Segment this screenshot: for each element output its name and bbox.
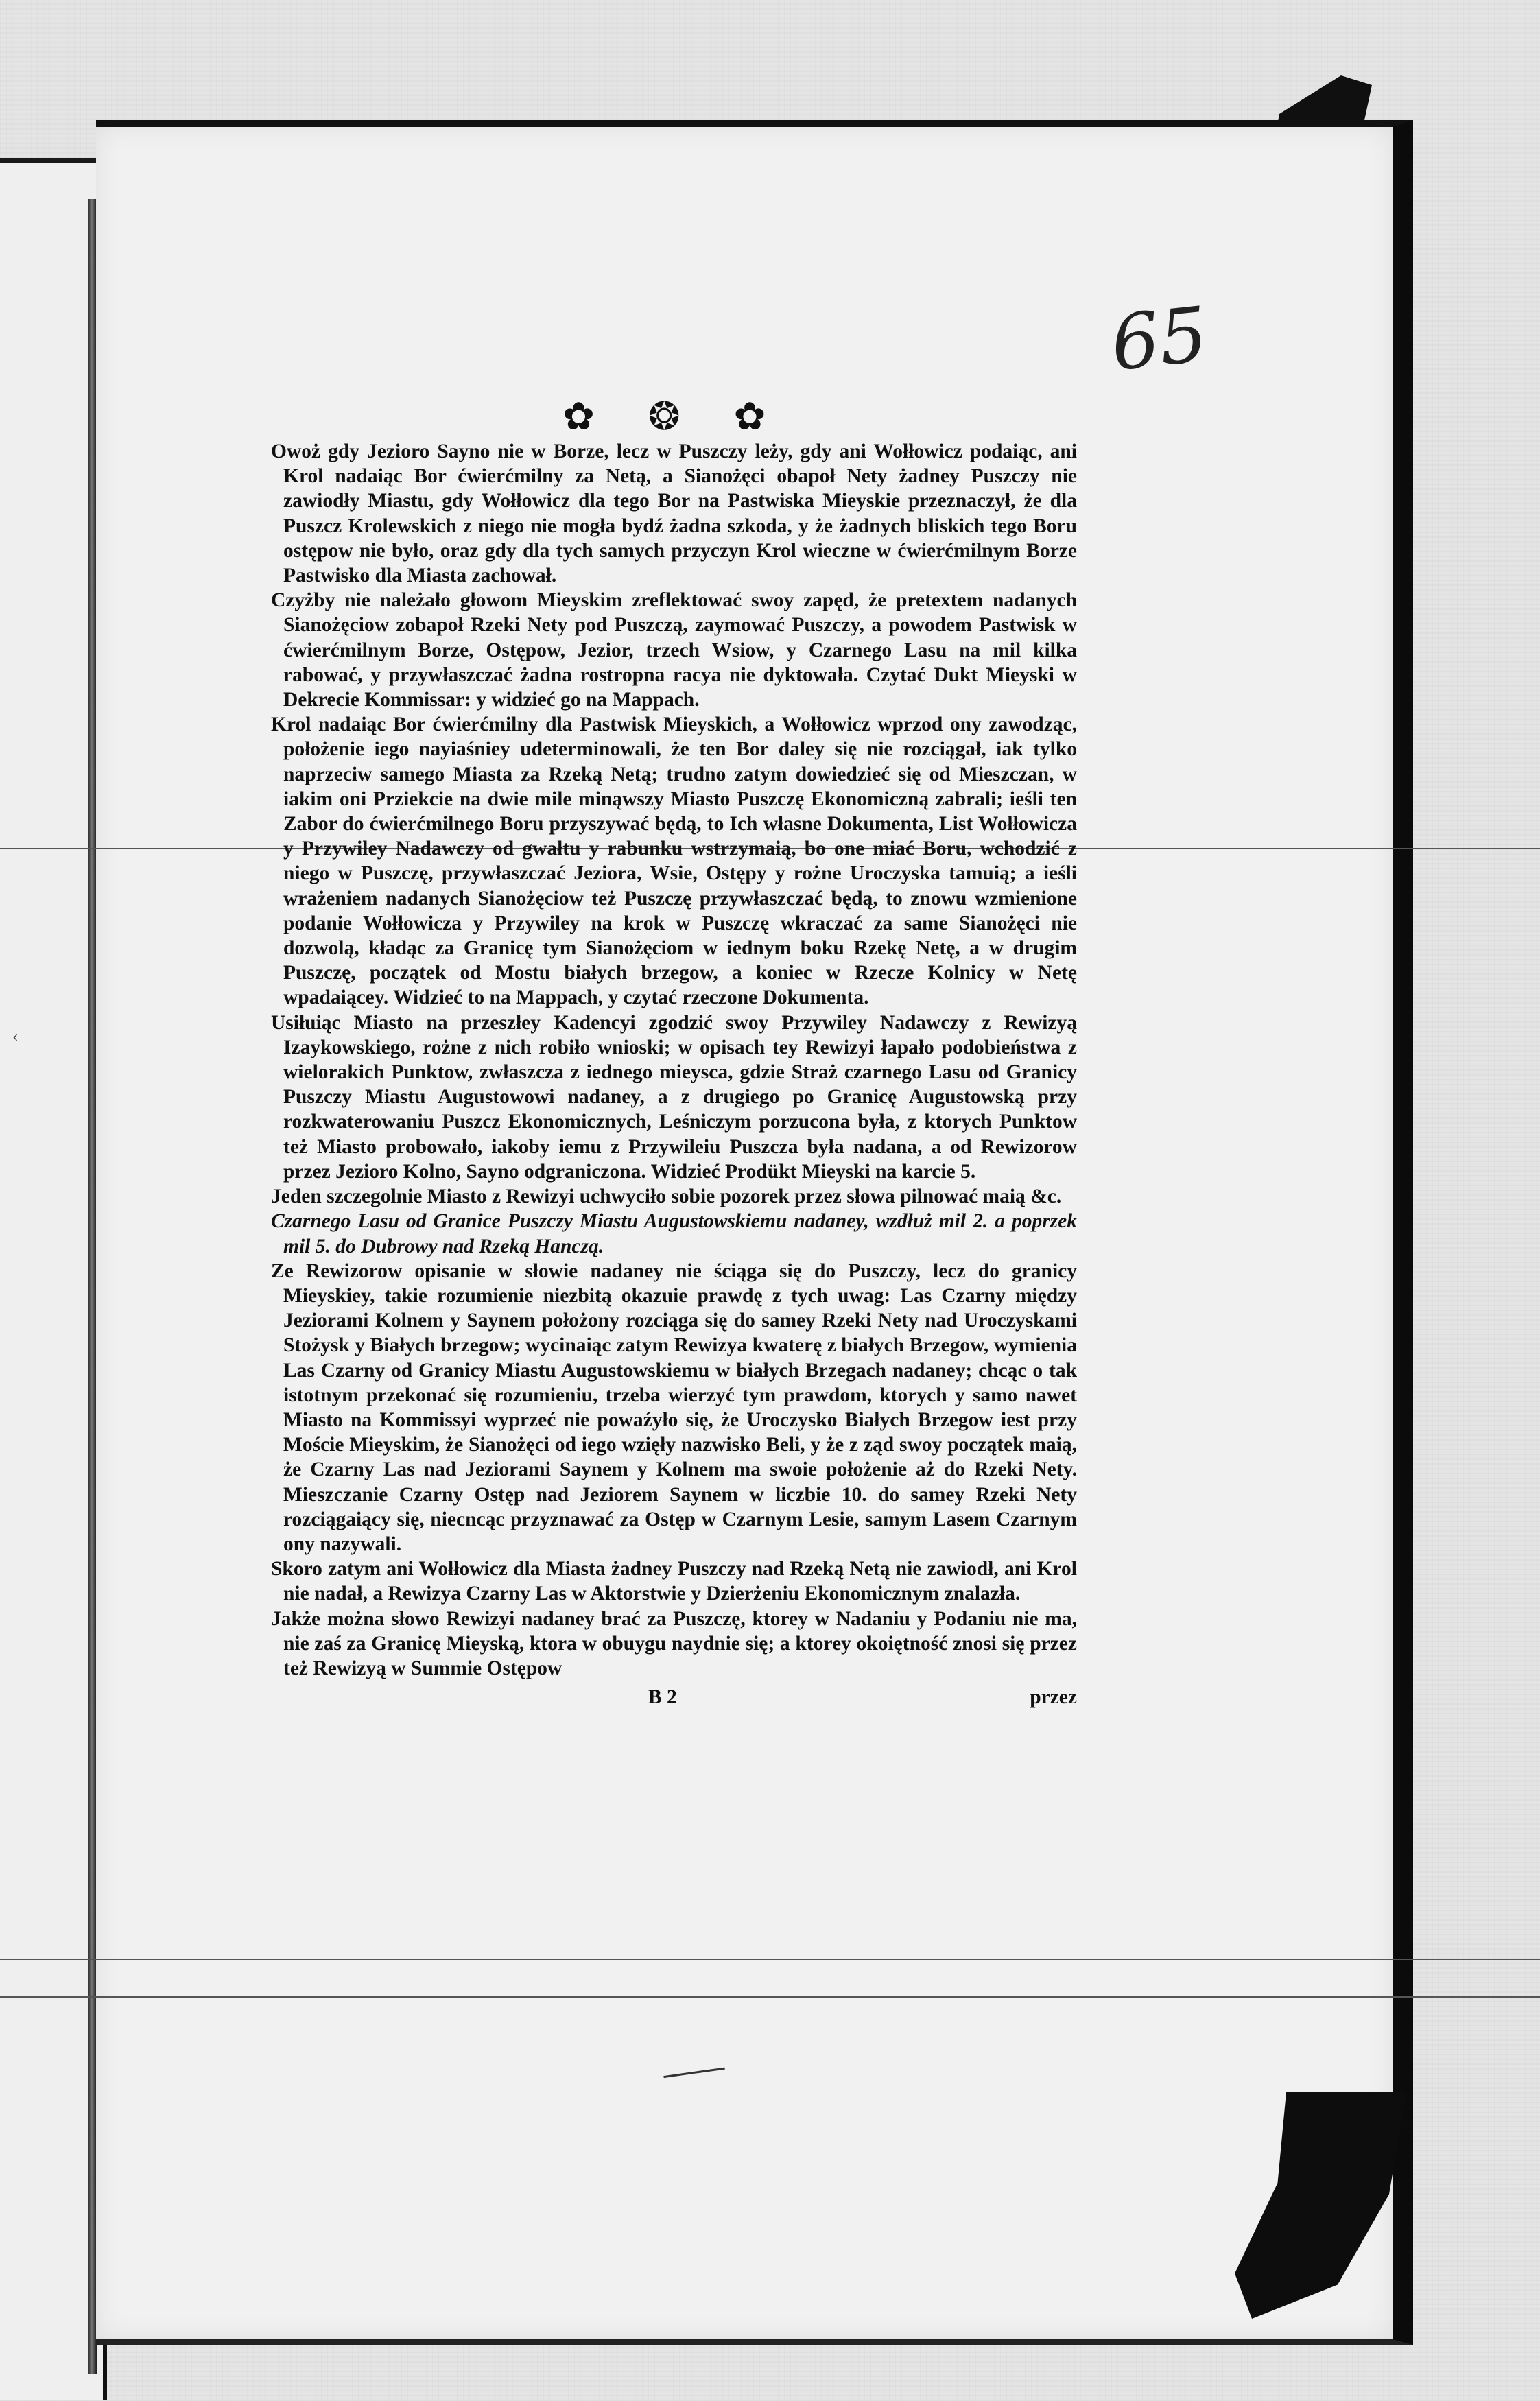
body-text xyxy=(264,439,1077,1710)
paragraph: Jeden szczegolnie Miasto z Rewizyi uchwyciło sobie pozorek przez słowa pilnować maią &c. xyxy=(271,1185,1062,1208)
signature-mark: B 2 xyxy=(648,1686,677,1709)
paragraph: Krol nadaiąc Bor ćwierćmilny dla Pastwisk Mieyskich, a Wołłowicz wprzod ony zawodząc, położenie iego nayiaśniey udeterminowali, że ten Bor daley się nie rozciągał, iak tylko naprzeciw samego Miasta za Rzeką Netą; trudno zatym dowiedzieć się od Mieszczan, w iakim oni Prziekcie na dwie mile minąwszy Miasto Puszczę Ekonomiczną zabrali; ieśli ten Zabor do ćwierćmilnego Boru przyszywać będą, to Ich własne Dokumenta, List Wołłowicza y Przywiley Nadawczy od gwałtu y rabunku wstrzymaią, bo one miać Boru, wchodzić z niego w Puszczę, przywłaszczać Jeziora, Wsie, Ostępy y rożne Uroczyska tamuią; a ieśli wrażeniem nadanych Sianożęciow też Puszczę przywłaszczać będą, to znowu wzmienione podanie Wołłowicza y Przywiley na krok w Puszczę wkraczać za same Sianożęci nie dozwolą, kładąc za Granicę tym Sianożęciom w iednym boku Rzekę Netę, a w drugim Puszczę, początek od Mostu białych brzegow, a koniec w Rzecze Kolnicy w Netę wpadaiącey. Widzieć to na Mappach, y czytać rzeczone Dokumenta. xyxy=(271,713,1077,1009)
scan-line xyxy=(0,1996,1540,1998)
paragraph: Skoro zatym ani Wołłowicz dla Miasta żadney Puszczy nad Rzeką Netą nie zawiodł, ani Krol nie nadał, a Rewizya Czarny Las w Aktorstwie y Dzierżeniu Ekonomicznym znalazła. xyxy=(271,1558,1077,1605)
paragraph: Czyżby nie należało głowom Mieyskim zreflektować swoy zapęd, że pretextem nadanych Sianożęciow zobapoł Rzeki Nety pod Puszczą, zaymować Puszczy, a powodem Pastwisk w ćwierćmilnym Borze, Ostępow, Jezior, trzech Wsiow, y Czarnego Lasu na mil kilka rabować, y przywłaszczać żadna rostropna racya nie dyktowała. Czytać Dukt Mieyski w Dekrecie Kommissar: y widzieć go na Mappach. xyxy=(271,589,1077,711)
ornament-headpiece: ✿ ❂ ✿ xyxy=(562,394,787,439)
paragraph: Usiłuiąc Miasto na przeszłey Kadencyi zgodzić swoy Przywiley Nadawczy z Rewizyą Izaykowskiego, rożne z nich robiło wnioski; w opisach tey Rewizyi łapało podobieństwa z wielorakich Punktow, zwłaszcza z iednego mieysca, gdzie Straż czarnego Lasu od Granicy Puszczy Miastu Augustowowi nadaney, a z drugiego po Granicę Augustowską przy rozkwaterowaniu Puszcz Ekonomicznych, Leśniczym porzucona była, z ktorych Punktow też Miasto probowało, iakoby iemu z Przywileiu Puszcza była nadana, a od Rewizorow przez Jezioro Kolno, Sayno odgraniczona. Widzieć Prodükt Mieyski na karcie 5. xyxy=(271,1011,1077,1183)
paragraph: Jakże można słowo Rewizyi nadaney brać za Puszczę, ktorey w Nadaniu y Podaniu nie ma, nie zaś za Granicę Mieyską, ktora w obuygu naydnie się; a ktorey okoiętność znosi się przez też Rewizyą w Summie Ostępow xyxy=(271,1607,1077,1679)
handwritten-folio-number: 65 xyxy=(1106,290,1212,388)
paragraph: Ze Rewizorow opisanie w słowie nadaney nie ściąga się do Puszczy, lecz do granicy Mieyskiey, takie rozumienie niezbitą okazuie prawdę z tych uwag: Las Czarny między Jeziorami Kolnem y Saynem położony rozciąga się do samey Rzeki Nety nad Uroczyskami Stożysk y Białych brzegow; wycinaiąc zatym Rewizya kwaterę z białych Brzegow, wymienia Las Czarny od Granicy Miastu Augustowskiemu w białych Brzegach nadaney; chcąc o tak istotnym przekonać się rozumieniu, trzeba wierzyć tym prawdom, ktorych y samo nawet Miasto na Kommissyi wyprzeć nie powaźyło się, że Uroczysko Białych Brzegow iest przy Moście Mieyskim, że Sianożęci od iego wzięły nazwisko Beli, y że z ząd swoy początek maią, że Czarny Las nad Jeziorami Saynem y Kolnem ma swoie położenie aż do Rzeki Nety. Mieszczanie Czarny Ostęp nad Jeziorem Saynem w liczbie 10. do samey Rzeki Nety rozciągaiący się, niecncąc przyznawać za Ostęp w Czarnym Lesie, samym Lasem Czarnym ony nazywali. xyxy=(271,1259,1077,1555)
quoted-passage: Czarnego Lasu od Granice Puszczy Miastu Augustowskiemu nadaney, wzdłuż mil 2. a poprzek mil 5. do Dubrowy nad Rzeką Hanczą. xyxy=(271,1210,1077,1257)
margin-mark: ‹ xyxy=(12,1029,19,1046)
paragraph: Owoż gdy Jezioro Sayno nie w Borze, lecz w Puszczy leży, gdy ani Wołłowicz podaiąc, ani Krol nadaiąc Bor ćwierćmilny za Netą, a Sianożęci obapoł Nety żadney Puszczy nie zawiodły Miastu, gdy Wołłowicz dla tego Bor na Pastwiska Mieyskie przeznaczył, że dla Puszcz Krolewskich z niego nie mogła bydź żadna szkoda, y że żadnych bliskich tego Boru ostępow nie było, oraz gdy dla tych samych przyczyn Krol wieczne w ćwierćmilnym Borze Pastwisko dla Miasta zachował. xyxy=(271,440,1077,587)
catchword: przez xyxy=(1030,1686,1077,1709)
page-footer-line xyxy=(264,1685,1077,1710)
scan-line xyxy=(0,1959,1540,1960)
